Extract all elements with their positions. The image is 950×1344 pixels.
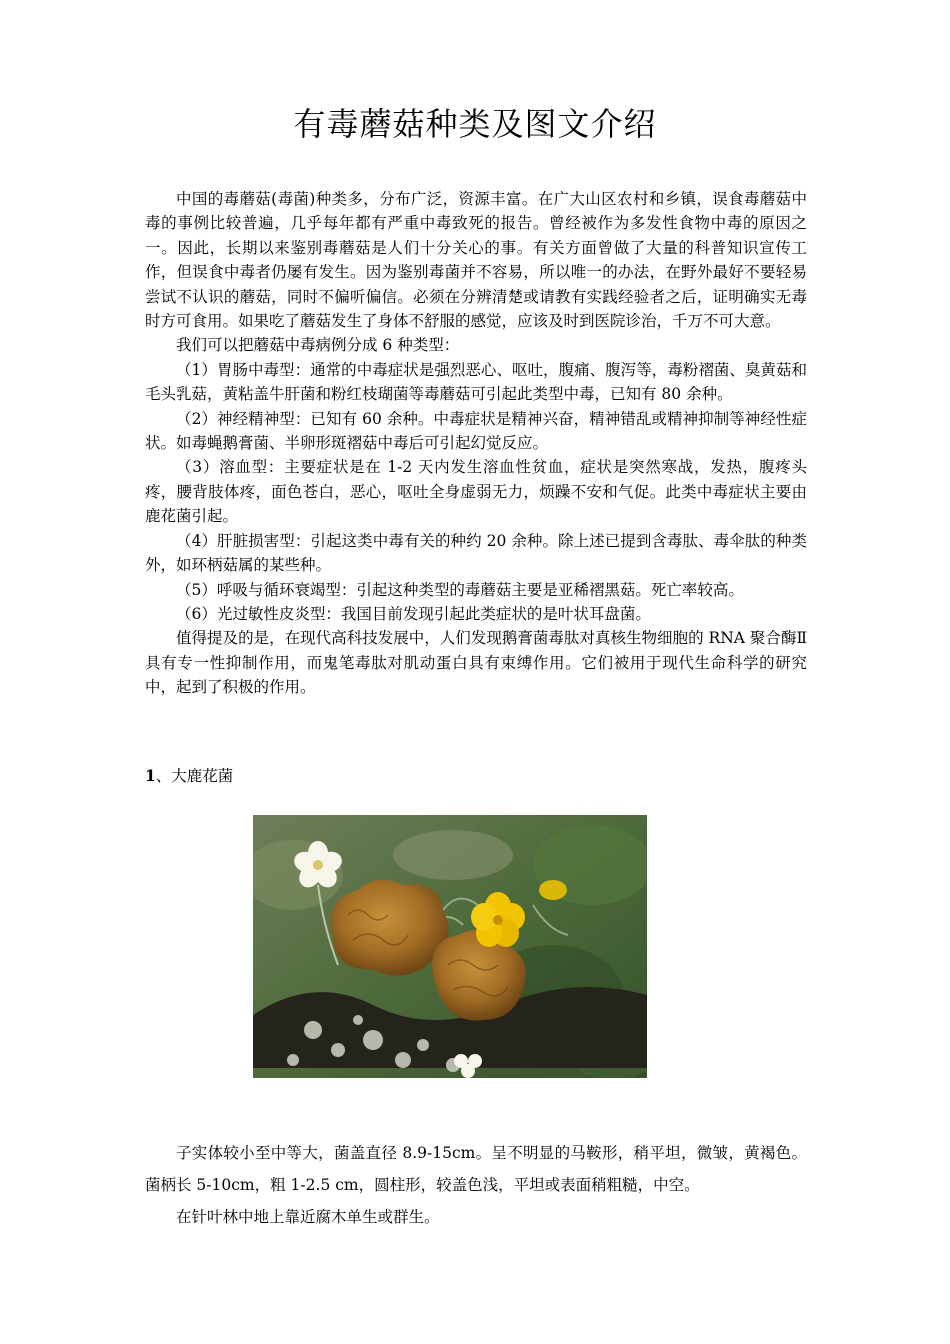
species-description [145, 1137, 807, 1233]
intro-body [145, 187, 807, 700]
description-paragraph: 子实体较小至中等大，菌盖直径 8.9-15cm。呈不明显的马鞍形，稍平坦，微皱，黄褐色。菌柄长 5-10cm，粗 1-2.5 cm，圆柱形，较盖色浅，平坦或表面稍粗糙，中空。 [145, 1144, 807, 1194]
section-heading [145, 764, 233, 788]
page-title: 有毒蘑菇种类及图文介绍 [293, 105, 657, 143]
poison-type-3: （3）溶血型：主要症状是在 1-2 天内发生溶血性贫血，症状是突然寒战，发热，腹疼头疼，腰背肢体疼，面色苍白，恶心，呕吐全身虚弱无力，烦躁不安和气促。此类中毒症状主要由鹿花菌引起。 [145, 458, 807, 526]
section-name: 、大鹿花菌 [155, 767, 234, 785]
description-paragraph: 在针叶林中地上靠近腐木单生或群生。 [176, 1208, 440, 1226]
poison-type-1: （1）胃肠中毒型：通常的中毒症状是强烈恶心、呕吐，腹痛、腹泻等，毒粉褶菌、臭黄菇和毛头乳菇，黄粘盖牛肝菌和粉红枝瑚菌等毒蘑菇可引起此类型中毒，已知有 80 余种。 [145, 360, 807, 404]
poison-type-5: （5）呼吸与循环衰竭型：引起这种类型的毒蘑菇主要是亚稀褶黑菇。死亡率较高。 [176, 580, 744, 599]
intro-paragraph: 我们可以把蘑菇中毒病例分成 6 种类型： [176, 336, 460, 355]
mushroom-photo [253, 815, 647, 1078]
intro-paragraph: 中国的毒蘑菇(毒菌)种类多，分布广泛，资源丰富。在广大山区农村和乡镇，误食毒蘑菇中毒的事例比较普遍，几乎每年都有严重中毒致死的报告。曾经被作为多发性食物中毒的原因之一。因此，长期以来鉴别毒蘑菇是人们十分关心的事。有关方面曾做了大量的科普知识宣传工作，但误食中毒者仍屡有发生。因为鉴别毒菌并不容易，所以唯一的办法，在野外最好不要轻易尝试不认识的蘑菇，同时不偏听偏信。必须在分辨清楚或请教有实践经验者之后，证明确实无毒时方可食用。如果吃了蘑菇发生了身体不舒服的感觉，应该及时到医院诊治，千万不可大意。 [145, 190, 807, 331]
section-number: 1 [145, 766, 156, 785]
intro-paragraph: 值得提及的是，在现代高科技发展中，人们发现鹅膏菌毒肽对真核生物细胞的 RNA 聚合酶Ⅱ具有专一性抑制作用，而鬼笔毒肽对肌动蛋白具有束缚作用。它们被用于现代生命科学的研究中，起到了积极的作用。 [145, 629, 807, 697]
poison-type-6: （6）光过敏性皮炎型：我国目前发现引起此类症状的是叶状耳盘菌。 [176, 604, 651, 623]
poison-type-2: （2）神经精神型：已知有 60 余种。中毒症状是精神兴奋，精神错乱或精神抑制等神经性症状。如毒蝇鹅膏菌、半卵形斑褶菇中毒后可引起幻觉反应。 [145, 409, 807, 453]
poison-type-4: （4）肝脏损害型：引起这类中毒有关的种约 20 余种。除上述已提到含毒肽、毒伞肽的种类外，如环柄菇属的某些种。 [145, 531, 807, 575]
